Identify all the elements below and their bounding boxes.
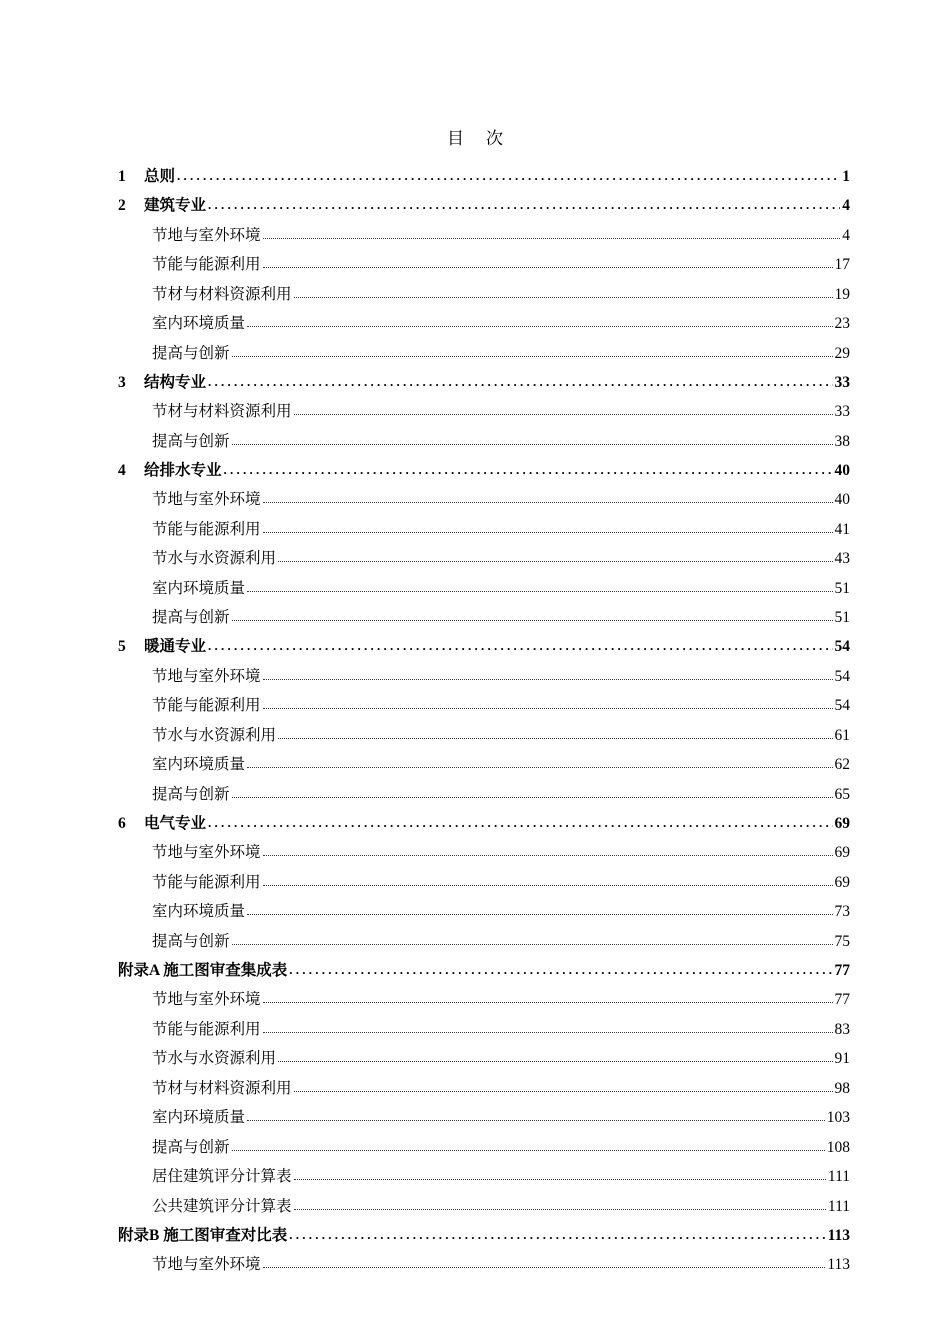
toc-section-entry[interactable] xyxy=(118,274,850,304)
entry-label: 节材与材料资源利用 xyxy=(152,403,292,420)
page-number: 33 xyxy=(834,403,850,420)
dot-leader xyxy=(232,943,833,945)
entry-label: 节材与材料资源利用 xyxy=(152,1079,292,1097)
title-char-right: 次 xyxy=(486,129,503,148)
dot-leader xyxy=(263,854,833,856)
page-title xyxy=(0,124,950,149)
page-number: 113 xyxy=(827,1226,850,1244)
toc-section-entry[interactable] xyxy=(118,656,850,686)
dot-leader xyxy=(247,913,832,915)
entry-label: 室内环境质量 xyxy=(152,756,246,773)
page-number: 77 xyxy=(834,991,850,1008)
entry-label: 室内环境质量 xyxy=(152,903,246,920)
entry-label: 附录A 施工图审查集成表 xyxy=(118,961,288,979)
entry-label: 节能与能源利用 xyxy=(152,256,261,273)
dot-leader xyxy=(294,413,833,415)
chapter-number: 5 xyxy=(118,638,126,655)
page-number: 73 xyxy=(834,903,850,920)
toc-chapter-entry[interactable] xyxy=(118,628,850,656)
toc-section-entry[interactable] xyxy=(118,304,850,334)
dot-leader xyxy=(247,325,832,327)
chapter-number: 2 xyxy=(118,197,126,214)
dot-leader xyxy=(263,501,833,503)
chapter-number: 1 xyxy=(118,168,126,185)
dot-leader xyxy=(263,237,841,239)
page-number: 51 xyxy=(834,609,850,626)
entry-label: 提高与创新 xyxy=(152,785,230,803)
page-number: 111 xyxy=(827,1197,850,1215)
page-number: 77 xyxy=(834,961,850,979)
page-number: 54 xyxy=(834,697,850,714)
toc-chapter-entry[interactable] xyxy=(118,1217,850,1245)
toc-section-entry[interactable] xyxy=(118,245,850,275)
toc-chapter-entry[interactable] xyxy=(118,158,850,186)
toc-section-entry[interactable] xyxy=(118,921,850,951)
entry-label: 提高与创新 xyxy=(152,344,230,362)
dot-leader xyxy=(294,296,833,298)
dot-leader xyxy=(208,374,832,388)
entry-label: 居住建筑评分计算表 xyxy=(152,1168,292,1185)
entry-label: 提高与创新 xyxy=(152,932,230,950)
dot-leader xyxy=(232,355,833,357)
dot-leader xyxy=(208,815,832,829)
dot-leader xyxy=(294,1208,826,1210)
toc-section-entry[interactable] xyxy=(118,686,850,716)
toc-section-entry[interactable] xyxy=(118,539,850,569)
page-number: 33 xyxy=(834,373,850,391)
toc-section-entry[interactable] xyxy=(118,480,850,510)
toc-section-entry[interactable] xyxy=(118,568,850,598)
page-number: 65 xyxy=(834,785,850,803)
entry-label: 提高与创新 xyxy=(152,432,230,450)
toc-section-entry[interactable] xyxy=(118,715,850,745)
entry-label: 节地与室外环境 xyxy=(152,1256,261,1273)
page-number: 113 xyxy=(827,1256,850,1273)
toc-section-entry[interactable] xyxy=(118,1127,850,1157)
toc-section-entry[interactable] xyxy=(118,421,850,451)
entry-label: 节水与水资源利用 xyxy=(152,1050,277,1067)
dot-leader xyxy=(294,1090,833,1092)
page-number: 4 xyxy=(842,197,850,214)
toc-section-entry[interactable] xyxy=(118,598,850,628)
entry-label: 节地与室外环境 xyxy=(152,844,261,861)
dot-leader xyxy=(232,443,833,445)
page-number: 98 xyxy=(834,1079,850,1097)
page-number: 43 xyxy=(834,550,850,567)
entry-label: 室内环境质量 xyxy=(152,1109,246,1126)
entry-label: 节能与能源利用 xyxy=(152,873,261,891)
page-number: 91 xyxy=(834,1050,850,1067)
table-of-contents xyxy=(118,157,850,1274)
entry-label: 给排水专业 xyxy=(144,461,222,479)
page-number: 19 xyxy=(834,285,850,303)
page-number: 54 xyxy=(834,638,850,655)
entry-label: 附录B 施工图审查对比表 xyxy=(118,1226,288,1244)
entry-label: 节水与水资源利用 xyxy=(152,550,277,567)
entry-label: 节地与室外环境 xyxy=(152,667,261,685)
page-number: 69 xyxy=(834,844,850,861)
toc-chapter-entry[interactable] xyxy=(118,187,850,215)
entry-label: 电气专业 xyxy=(144,814,207,832)
entry-label: 节地与室外环境 xyxy=(152,226,261,244)
toc-section-entry[interactable] xyxy=(118,1245,850,1275)
entry-label: 建筑专业 xyxy=(144,197,207,214)
page-number: 75 xyxy=(834,932,850,950)
dot-leader xyxy=(247,766,832,768)
page-number: 29 xyxy=(834,344,850,362)
page-number: 61 xyxy=(834,726,850,744)
page-number: 4 xyxy=(842,226,850,244)
dot-leader xyxy=(263,1031,833,1033)
toc-section-entry[interactable] xyxy=(118,980,850,1010)
page-number: 40 xyxy=(834,461,850,479)
page-number: 54 xyxy=(834,667,850,685)
toc-chapter-entry[interactable] xyxy=(118,805,850,833)
page-number: 17 xyxy=(834,256,850,273)
entry-label: 节能与能源利用 xyxy=(152,1020,261,1038)
page-number: 69 xyxy=(834,814,850,832)
toc-section-entry[interactable] xyxy=(118,1186,850,1216)
dot-leader xyxy=(278,560,832,562)
dot-leader xyxy=(263,1266,826,1268)
dot-leader xyxy=(177,168,840,182)
dot-leader xyxy=(232,1149,825,1151)
entry-label: 室内环境质量 xyxy=(152,315,246,332)
dot-leader xyxy=(289,1227,825,1241)
dot-leader xyxy=(278,737,832,739)
page-number: 108 xyxy=(826,1138,850,1156)
dot-leader xyxy=(263,707,833,709)
entry-label: 节能与能源利用 xyxy=(152,520,261,538)
toc-section-entry[interactable] xyxy=(118,392,850,422)
dot-leader xyxy=(278,1060,832,1062)
dot-leader xyxy=(263,1001,833,1003)
page-number: 38 xyxy=(834,432,850,450)
toc-section-entry[interactable] xyxy=(118,774,850,804)
toc-section-entry[interactable] xyxy=(118,892,850,922)
toc-section-entry[interactable] xyxy=(118,862,850,892)
page-number: 62 xyxy=(834,756,850,773)
entry-label: 提高与创新 xyxy=(152,1138,230,1156)
toc-section-entry[interactable] xyxy=(118,745,850,775)
chapter-number: 4 xyxy=(118,461,126,479)
entry-label: 节地与室外环境 xyxy=(152,991,261,1008)
toc-section-entry[interactable] xyxy=(118,1039,850,1069)
page-number: 83 xyxy=(834,1020,850,1038)
dot-leader xyxy=(208,197,840,211)
entry-label: 结构专业 xyxy=(144,373,207,391)
dot-leader xyxy=(247,1119,825,1121)
entry-label: 暖通专业 xyxy=(144,638,207,655)
toc-section-entry[interactable] xyxy=(118,509,850,539)
toc-section-entry[interactable] xyxy=(118,1157,850,1187)
entry-label: 节地与室外环境 xyxy=(152,491,261,508)
title-char-left: 目 xyxy=(447,129,464,148)
toc-chapter-entry[interactable] xyxy=(118,364,850,392)
page-number: 51 xyxy=(834,579,850,597)
dot-leader xyxy=(294,1178,826,1180)
page-number: 23 xyxy=(834,315,850,332)
entry-label: 节能与能源利用 xyxy=(152,697,261,714)
dot-leader xyxy=(247,590,832,592)
toc-section-entry[interactable] xyxy=(118,833,850,863)
toc-section-entry[interactable] xyxy=(118,1098,850,1128)
entry-label: 总则 xyxy=(144,168,176,185)
page-number: 41 xyxy=(834,520,850,538)
dot-leader xyxy=(263,884,833,886)
dot-leader xyxy=(263,678,833,680)
dot-leader xyxy=(263,266,833,268)
entry-label: 节水与水资源利用 xyxy=(152,726,277,744)
toc-chapter-entry[interactable] xyxy=(118,452,850,480)
dot-leader xyxy=(224,462,833,476)
dot-leader xyxy=(208,638,832,652)
dot-leader xyxy=(289,962,832,976)
dot-leader xyxy=(263,531,833,533)
toc-section-entry[interactable] xyxy=(118,333,850,363)
toc-section-entry[interactable] xyxy=(118,1009,850,1039)
entry-label: 室内环境质量 xyxy=(152,579,246,597)
chapter-number: 6 xyxy=(118,814,126,832)
dot-leader xyxy=(232,796,833,798)
entry-label: 节材与材料资源利用 xyxy=(152,285,292,303)
dot-leader xyxy=(232,619,833,621)
toc-section-entry[interactable] xyxy=(118,1068,850,1098)
page-number: 103 xyxy=(826,1109,850,1126)
page-number: 1 xyxy=(842,168,850,185)
entry-label: 公共建筑评分计算表 xyxy=(152,1197,292,1215)
toc-chapter-entry[interactable] xyxy=(118,952,850,980)
page-number: 40 xyxy=(834,491,850,508)
chapter-number: 3 xyxy=(118,373,126,391)
page-number: 111 xyxy=(827,1168,850,1185)
toc-section-entry[interactable] xyxy=(118,215,850,245)
page-number: 69 xyxy=(834,873,850,891)
entry-label: 提高与创新 xyxy=(152,609,230,626)
